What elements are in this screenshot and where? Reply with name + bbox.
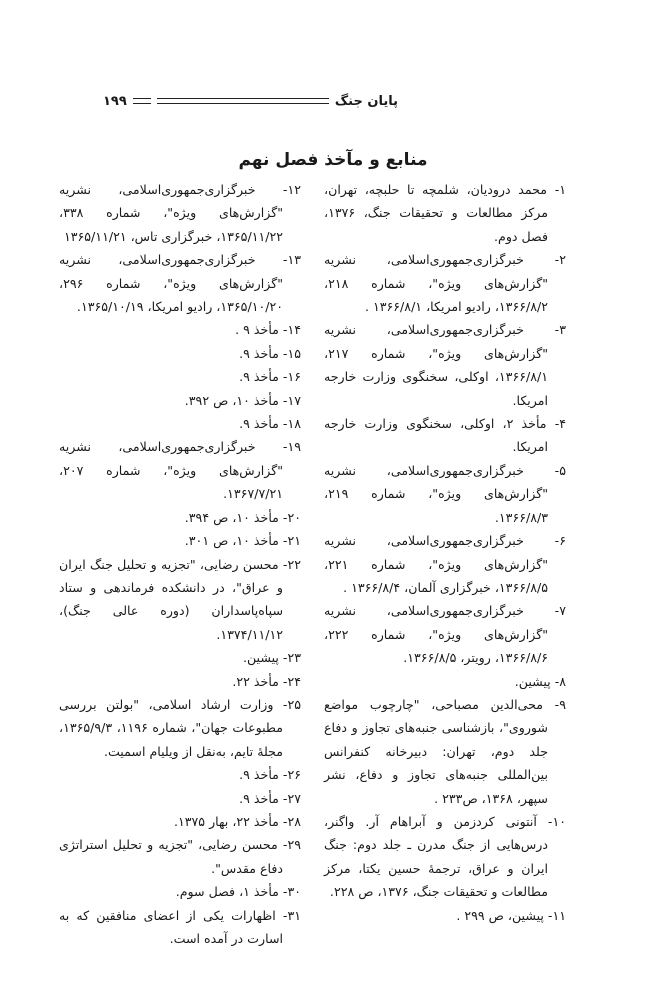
reference-entry [59,365,301,388]
page-number: ۱۹۹ [103,93,127,109]
reference-text: مأخذ ۱۰، ص ۳۹۲. [184,392,279,408]
reference-text: مأخذ ۲، اوکلی، سخنگوی وزارت خارجه امریکا. [324,416,548,455]
reference-number: ۲۶- [282,767,301,783]
reference-entry [324,810,566,904]
reference-text: آنتونی کردزمن و آبراهام آر. واگنر، درس‌هایی از جنگ مدرن ـ جلد دوم: جنگ ایران و عراق، ترجمهٔ حسین یکتا، مرکز مطالعات و تحقیقات جنگ، ۱۳۷۶، ص ۲۲۸. [324,813,548,900]
reference-entry [324,318,566,412]
reference-entry [59,880,301,903]
reference-text: پیشین، ص ۲۹۹ . [456,907,544,923]
references-column-left [59,178,301,950]
reference-number: ۱۸- [282,416,301,432]
reference-number: ۹- [554,696,566,712]
reference-text: محسن رضایی، "تجزیه و تحلیل جنگ ایران و عراق"، در دانشکده فرماندهی و ستاد سپاه‌پاسداران (دوره عالی جنگ)، ۱۳۷۴/۱۱/۱۲. [59,556,283,642]
running-header-title: پایان جنگ [334,93,398,109]
reference-text: مأخذ ۹. [239,345,279,361]
header-rule-short [133,98,151,104]
reference-number: ۲۷- [282,790,301,806]
reference-entry [59,787,301,810]
reference-number: ۷- [554,603,566,619]
reference-entry [324,529,566,599]
reference-entry [59,646,301,669]
reference-number: ۲۸- [282,813,301,829]
reference-entry [324,248,566,318]
reference-entry [59,553,301,647]
reference-number: ۸- [554,673,566,689]
reference-entry [59,318,301,341]
reference-entry [59,670,301,693]
reference-text: مأخذ ۹. [239,369,279,385]
reference-entry [324,412,566,459]
reference-text: خبرگزاری‌جمهوری‌اسلامی، نشریه "گزارش‌های ویژه"، شماره‌ ۲۲۲، ۱۳۶۶/۸/۶، رویتر، ۱۳۶۶/۸/۵. [324,603,548,666]
reference-text: محسن رضایی، "تجزیه و تحلیل استراتژی دفاع مقدس". [59,837,283,876]
reference-text: مأخذ ۱، فصل سوم. [175,884,279,900]
reference-entry [59,833,301,880]
reference-entry [324,904,566,927]
reference-entry [324,178,566,248]
reference-number: ۱۶- [282,369,301,385]
reference-number: ۲- [554,252,566,268]
reference-text: خبرگزاری‌جمهوری‌اسلامی، نشریه "گزارش‌های ویژه"، شماره‌ ۲۱۹، ۱۳۶۶/۸/۳. [324,462,548,525]
reference-text: خبرگزاری‌جمهوری‌اسلامی، نشریه "گزارش‌های ویژه"، شماره‌ ۲۱۷، ۱۳۶۶/۸/۱، اوکلی، سخنگوی وزارت خارجه امریکا. [324,322,548,408]
reference-entry [59,248,301,318]
section-title: منابع و مآخذ فصل نهم [238,150,428,170]
reference-text: مأخذ ۲۲. [232,673,279,689]
reference-number: ۱۹- [282,439,301,455]
reference-text: مأخذ ۹. [239,790,279,806]
reference-entry [59,389,301,412]
reference-text: پیشین. [242,650,279,666]
reference-text: وزارت ارشاد اسلامی، "بولتن بررسی مطبوعات جهان"، شماره ۱۱۹۶، ۱۳۶۵/۹/۳، مجلهٔ تایم، به‌نقل از ویلیام اسمیت. [59,696,283,759]
reference-text: مأخذ ۹ . [235,322,279,338]
reference-entry [324,459,566,529]
reference-entry [324,670,566,693]
reference-number: ۲۹- [282,837,301,853]
reference-entry [59,904,301,951]
reference-text: خبرگزاری‌جمهوری‌اسلامی، نشریه "گزارش‌های ویژه"، شماره‌ ۲۲۱، ۱۳۶۶/۸/۵، خبرگزاری آلمان، ۱۳۶۶/۸/۴ . [324,533,548,595]
reference-text: اظهارات یکی از اعضای منافقین که به اسارت در آمده است. [59,907,283,946]
header-rule-long [157,98,329,104]
reference-text: خبرگزاری‌جمهوری‌اسلامی، نشریه "گزارش‌های ویژه"، شماره‌ ۲۱۸، ۱۳۶۶/۸/۲، رادیو امریکا، ۱۳۶۶/۸/۱ . [324,252,548,315]
reference-text: مأخذ ۱۰، ص ۳۰۱. [184,533,279,549]
reference-text: مأخذ ۱۰، ص ۳۹۴. [184,509,279,525]
reference-number: ۳- [554,322,566,338]
reference-entry [59,810,301,833]
reference-number: ۶- [554,533,566,549]
reference-number: ۳۱- [282,907,301,923]
reference-number: ۲۵- [282,696,301,712]
running-header [103,90,398,112]
reference-number: ۱- [554,182,566,197]
reference-entry [59,178,301,248]
reference-number: ۲۱- [282,533,301,549]
reference-number: ۲۲- [282,556,301,572]
reference-entry [324,599,566,669]
references-column-right [324,178,566,927]
reference-entry [59,529,301,552]
reference-number: ۱۵- [282,345,301,361]
reference-text: مأخذ ۹. [239,416,279,432]
reference-number: ۱۳- [282,252,301,268]
reference-number: ۴- [554,416,566,432]
reference-number: ۳۰- [282,884,301,900]
reference-text: خبرگزاری‌جمهوری‌اسلامی، نشریه "گزارش‌های ویژه"، شماره‌ ۲۹۶، ۱۳۶۵/۱۰/۲۰، رادیو امریکا، ۱۳۶۵/۱۰/۱۹. [59,252,283,315]
reference-number: ۱۴- [282,322,301,338]
reference-number: ۱۰- [547,813,566,829]
reference-number: ۱۷- [282,392,301,408]
reference-number: ۲۳- [282,650,301,666]
reference-text: خبرگزاری‌جمهوری‌اسلامی، نشریه "گزارش‌های ویژه"، شماره‌ ۲۰۷، ۱۳۶۷/۷/۲۱. [59,439,283,502]
reference-text: محی‌الدین مصباحی، "چارچوب مواضع شوروی"، بازشناسی جنبه‌های تجاوز و دفاع جلد دوم، تهران: دبیرخانه کنفرانس بین‌المللی جنبه‌های تجاوز و دفاع، نشر سپهر، ۱۳۶۸، ص۲۳۳ . [324,696,548,806]
reference-number: ۱۱- [547,907,566,923]
reference-number: ۲۴- [282,673,301,689]
reference-entry [59,435,301,505]
reference-entry [59,693,301,763]
reference-number: ۲۰- [282,509,301,525]
reference-text: پیشین. [514,673,551,689]
reference-number: ۱۲- [282,182,301,197]
reference-text: مأخذ ۲۲، بهار ۱۳۷۵. [174,813,279,829]
reference-entry [59,506,301,529]
reference-text: مأخذ ۹. [239,767,279,783]
reference-text: محمد درودیان، شلمچه تا حلبچه، تهران، مرکز مطالعات و تحقیقات جنگ، ۱۳۷۶، فصل دوم. [324,182,548,244]
reference-text: خبرگزاری‌جمهوری‌اسلامی، نشریه "گزارش‌های ویژه"، شماره‌ ۳۳۸، ۱۳۶۵/۱۱/۲۲، خبرگزاری تاس، ۱۳۶۵/۱۱/۲۱ [59,182,283,244]
reference-entry [59,412,301,435]
reference-entry [324,693,566,810]
reference-entry [59,342,301,365]
reference-entry [59,763,301,786]
reference-number: ۵- [554,462,566,478]
